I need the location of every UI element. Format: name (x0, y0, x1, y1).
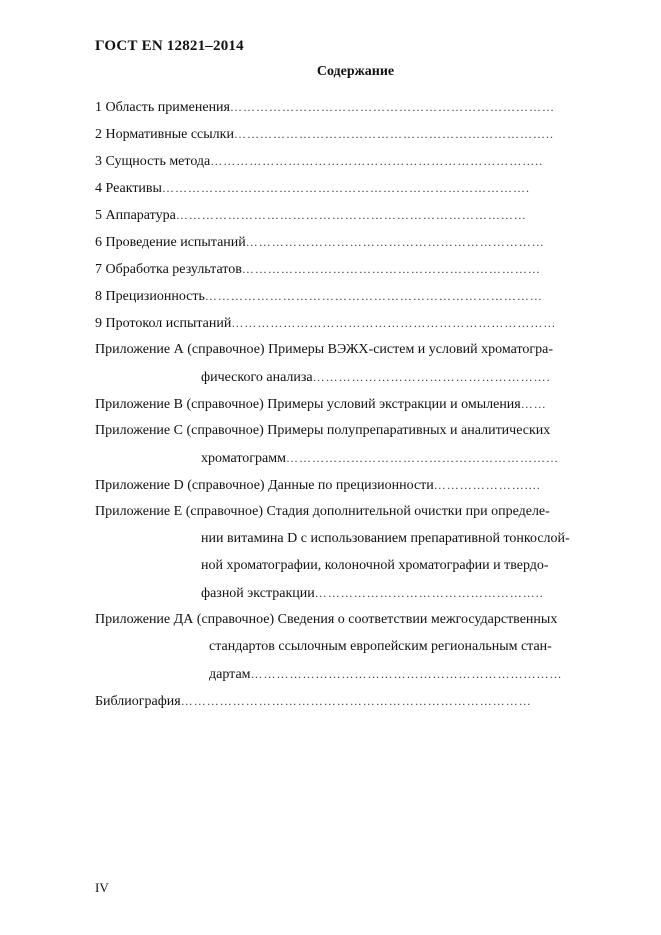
toc-appendix-e[interactable] (95, 503, 615, 611)
toc-appendix-da[interactable] (95, 611, 615, 692)
page-number: IV (95, 880, 109, 895)
toc-item[interactable]: 1 Область применения………………………………………………………………… (95, 100, 555, 115)
toc-item[interactable]: 6 Проведение испытаний…………………………………………………………… (95, 235, 545, 250)
toc-item[interactable]: 2 Нормативные ссылки……………………………………………………………….. (95, 127, 554, 142)
toc-item[interactable]: 4 Реактивы…………………………………………………………………………. (95, 181, 530, 196)
toc-appendix-line: фического анализа………………………………………………. (201, 370, 551, 385)
toc-item[interactable]: 3 Сущность метода………………………………………………………………….. (95, 154, 544, 169)
toc-appendix-line: Приложение ДА (справочное) Сведения о соответствии межгосударственных (95, 612, 558, 627)
toc-title: Содержание (316, 64, 395, 79)
toc-appendix-c[interactable] (95, 422, 615, 476)
toc-bibliography[interactable]: Библиография……………………………………………………………………… (95, 694, 532, 709)
toc-appendix-a[interactable] (95, 341, 615, 395)
toc-appendix-line: ной хроматографии, колоночной хроматографии и твердо- (201, 558, 549, 573)
toc-appendix-line: Приложение D (справочное) Данные по прецизионности………………….... (95, 478, 541, 493)
table-of-contents (95, 98, 615, 719)
toc-appendix-line: Приложение А (справочное) Примеры ВЭЖХ-систем и условий хроматогра- (95, 342, 553, 357)
document-id: ГОСТ EN 12821–2014 (95, 38, 244, 54)
toc-appendix-line: хроматограмм……………………………………………………… (201, 451, 559, 466)
toc-appendix-line: фазной экстракции…………………………………………….. (201, 586, 544, 601)
toc-appendix-line: нии витамина D с использованием препаративной тонкослой- (201, 531, 570, 546)
toc-item[interactable]: 9 Протокол испытаний………………………………………………………………… (95, 316, 557, 331)
toc-item[interactable]: 5 Аппаратура……………………………………………………………………… (95, 208, 527, 223)
toc-appendix-d[interactable] (95, 476, 615, 503)
toc-item[interactable]: 7 Обработка результатов…………………………………………………………… (95, 262, 541, 277)
toc-appendix-line: Приложение С (справочное) Примеры полупрепаративных и аналитических (95, 423, 551, 438)
toc-appendix-line: Приложение В (справочное) Примеры условий экстракции и омыления…… (95, 397, 547, 412)
toc-appendix-b[interactable] (95, 395, 615, 422)
toc-appendix-line: дартам……………………………………………………………… (209, 667, 563, 682)
toc-appendix-line: стандартов ссылочным европейским региональным стан- (209, 639, 552, 654)
toc-appendix-line: Приложение Е (справочное) Стадия дополнительной очистки при определе- (95, 504, 550, 519)
toc-item[interactable]: 8 Прецизионность…………………………………………………………………… (95, 289, 543, 304)
